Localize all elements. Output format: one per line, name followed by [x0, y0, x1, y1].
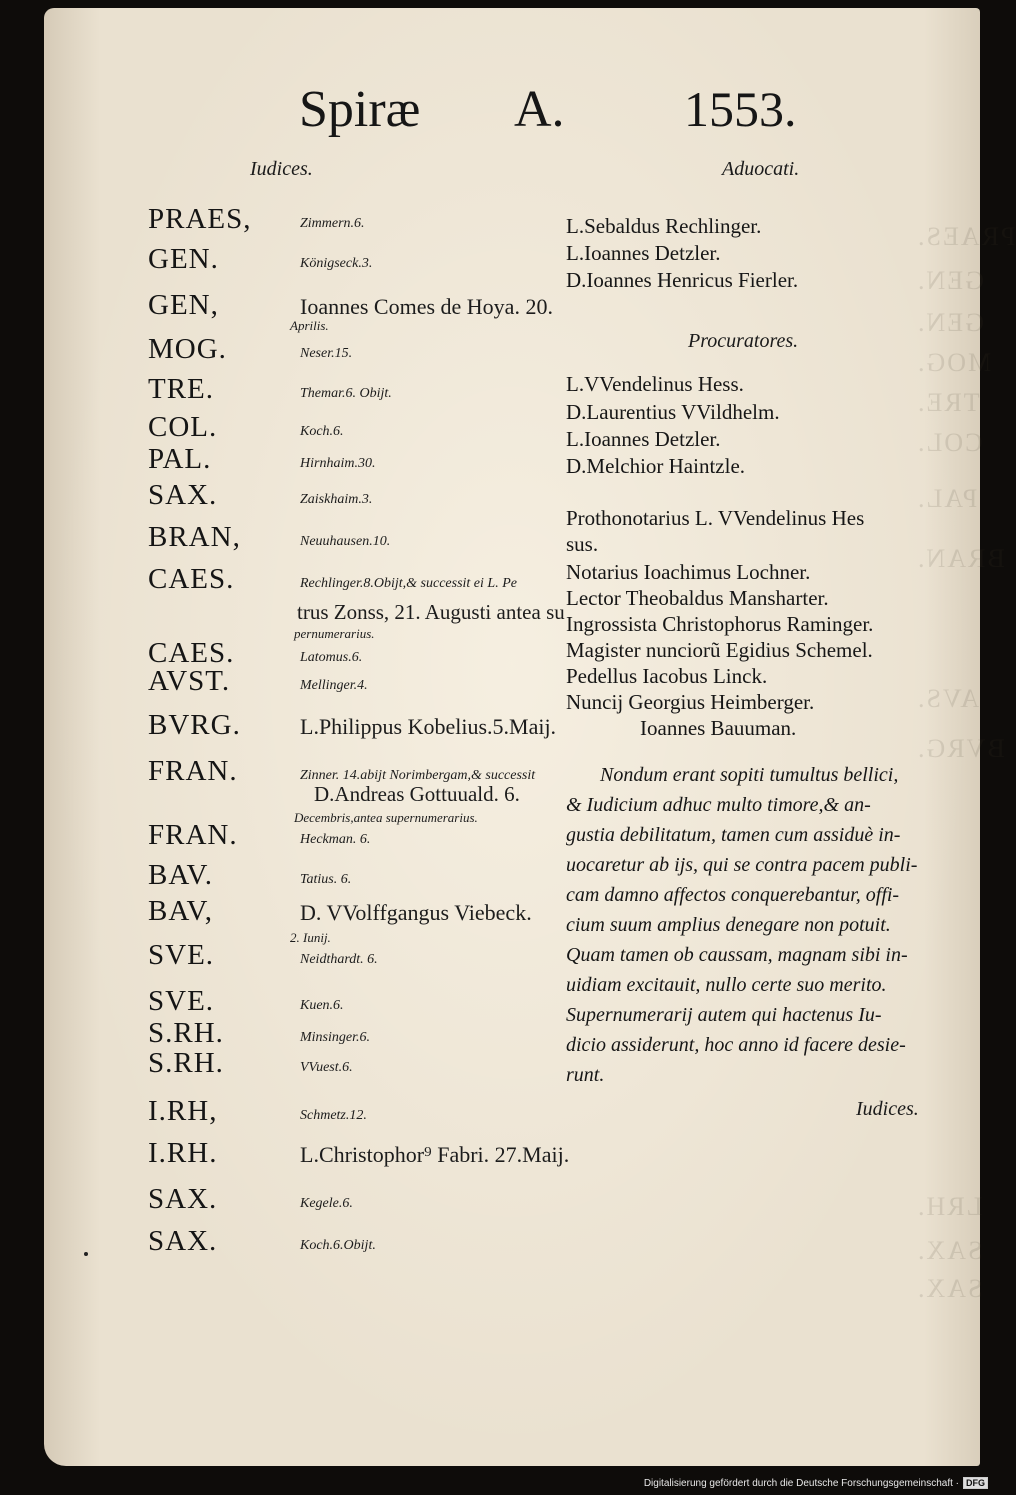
judge-name: Koch.6. — [300, 424, 344, 439]
judge-name: Königseck.3. — [300, 256, 373, 271]
section-title-advocates: Aduocati. — [722, 158, 800, 180]
page-header-year: 1553. — [684, 81, 797, 137]
procurator-entry: L.VVendelinus Hess. — [566, 372, 744, 396]
judge-abbreviation: SVE. — [148, 985, 215, 1017]
judge-abbreviation: TRE. — [148, 373, 215, 405]
judge-name: Schmetz.12. — [300, 1108, 367, 1123]
document-page: PRAES. GEN. GEN. MOG. TRE. COL. PAL. BRAN. AVS. BVRG. LRH. SAX. SAX. Spiræ A. 1553. Iudices. Aduocati. PRAES, Zimmern.6. GEN. Königseck.3. GEN, Ioannes Comes de Hoya. 20. Aprilis. MOG. Neser.15. TRE. Themar.6. Obijt. COL. Koch.6. PAL. Hirnhaim.30. SAX. Zaiskhaim.3. BRAN, Neuuhausen.10. CAES. Rechlinger.8.Obijt,& successit ei L. Pe trus Zonss, 21. Augusti antea su pernumerarius. CAES. Latomus.6. AVST. Mellinger.4. BVRG. L.Philippus Kobelius.5.Maij. FRAN. Zinner. 14.abijt Norimbergam,& successit D.Andreas Gottuuald. 6. Decembris,antea supernumerarius. FRAN. Heckman. 6. BAV. Tatius. 6. BAV, D. VVolffgangus Viebeck. 2. Iunij. SVE. Neidthardt. 6. SVE. Kuen.6. S.RH. Minsinger.6. S.RH. VVuest.6. I.RH, Schmetz.12. I.RH. L.Christophor⁹ Fabri. 27.Maij. SAX. Kegele.6. SAX. Koch.6.Obijt. L.Sebaldus Rechlinger. L.Ioannes Detzler. D.Ioannes Henricus Fierler. Procuratores. L.VVendelinus Hess. D.Laurentius VVildhelm. L.Ioannes Detzler. D.Melchior Haintzle. Prothonotarius L. VVendelinus Hes sus. Notarius Ioachimus Lochner. Lector Theobaldus Mansharter. Ingrossista Christophorus Raminger. Magister nunciorũ Egidius Schemel. Pedellus Iacobus Linck. Nuncij Georgius Heimberger. Ioannes Bauuman. Nondum erant sopiti tumultus bellici, & Iudicium adhuc multo timore,& an- gustia debilitatum, tamen cum assiduè in- uocaretur ab ijs, qui se contra pacem publi- cam damno affectos conquerebantur, offi- cium suum amplius denegare non potuit. Quam tamen ob caussam, magnam sibi in- uidiam excitauit, nullo certe suo merito. Supernumerarij autem qui hactenus Iu- dicio assiderunt, hoc anno id facere desie- runt. Iudices. — [44, 8, 980, 1466]
catchword: Iudices. — [856, 1098, 919, 1120]
official-entry: Nuncij Georgius Heimberger. — [566, 690, 815, 714]
judge-name: Zimmern.6. — [300, 216, 365, 231]
judge-name: Zaiskhaim.3. — [300, 492, 373, 507]
judge-abbreviation: I.RH, — [148, 1095, 218, 1127]
judge-abbreviation: BRAN, — [148, 521, 241, 553]
judge-name: Neser.15. — [300, 346, 353, 361]
paragraph-line: uidiam excitauit, nullo certe suo merito. — [566, 974, 887, 996]
paragraph-line: Quam tamen ob caussam, magnam sibi in- — [566, 944, 908, 966]
judge-name: Latomus.6. — [300, 650, 363, 665]
procurator-entry: L.Ioannes Detzler. — [566, 427, 721, 451]
judge-abbreviation: SAX. — [148, 1183, 218, 1215]
judge-abbreviation: CAES. — [148, 637, 235, 669]
judge-row — [148, 444, 618, 476]
judge-abbreviation: FRAN. — [148, 755, 238, 787]
advocate-entry: L.Ioannes Detzler. — [566, 241, 721, 265]
judge-row — [148, 564, 618, 596]
judge-row — [148, 710, 618, 742]
judge-name: Minsinger.6. — [300, 1030, 370, 1045]
judge-row — [148, 334, 618, 366]
judge-name: Kuen.6. — [300, 998, 344, 1013]
judge-row — [148, 290, 618, 322]
section-title-procurators: Procuratores. — [688, 330, 799, 352]
judge-note: pernumerarius. — [294, 626, 375, 641]
judge-name: Mellinger.4. — [300, 678, 368, 693]
judge-row — [148, 860, 618, 892]
dfg-logo-icon: DFG — [963, 1477, 988, 1489]
official-entry: Notarius Ioachimus Lochner. — [566, 560, 811, 584]
judge-abbreviation: SAX. — [148, 1225, 218, 1257]
footer-credit: Digitalisierung gefördert durch die Deutsche Forschungsgemeinschaft · — [643, 1477, 959, 1489]
judge-name: L.Christophor⁹ Fabri. 27.Maij. — [300, 1142, 570, 1167]
judge-row — [148, 820, 618, 852]
page-header-signature: A. — [514, 81, 565, 138]
digitization-footer — [644, 1477, 988, 1489]
judge-abbreviation: SAX. — [148, 479, 218, 511]
paragraph-line: & Iudicium adhuc multo timore,& an- — [566, 794, 871, 816]
judge-abbreviation: PRAES, — [148, 203, 252, 235]
judge-name: Neuuhausen.10. — [300, 534, 391, 549]
official-entry: Lector Theobaldus Mansharter. — [566, 586, 829, 610]
official-entry: sus. — [566, 532, 599, 556]
judge-name: VVuest.6. — [300, 1060, 353, 1075]
judge-abbreviation: BAV. — [148, 859, 214, 891]
judge-note: trus Zonss, 21. Augusti antea su — [297, 600, 565, 624]
judge-note: Decembris,antea supernumerarius. — [294, 810, 478, 825]
judge-note: 2. Iunij. — [290, 930, 331, 945]
paragraph-line: dicio assiderunt, hoc anno id facere desie- — [566, 1034, 906, 1056]
judge-abbreviation: GEN. — [148, 243, 219, 275]
judge-name: Heckman. 6. — [300, 832, 371, 847]
judge-row — [148, 666, 618, 698]
official-entry: Prothonotarius L. VVendelinus Hes — [566, 506, 865, 530]
official-entry: Magister nunciorũ Egidius Schemel. — [566, 638, 873, 662]
paragraph-line: Nondum erant sopiti tumultus bellici, — [600, 764, 899, 786]
procurator-entry: D.Laurentius VVildhelm. — [566, 400, 780, 424]
judge-row — [148, 1138, 618, 1170]
judge-abbreviation: I.RH. — [148, 1137, 218, 1169]
judge-note: Aprilis. — [290, 318, 329, 333]
judge-abbreviation: GEN, — [148, 289, 219, 321]
judge-row — [148, 412, 618, 444]
judge-abbreviation: SVE. — [148, 939, 215, 971]
judge-name: Themar.6. Obijt. — [300, 386, 392, 401]
judge-row — [148, 244, 618, 276]
advocate-entry: L.Sebaldus Rechlinger. — [566, 214, 762, 238]
judge-abbreviation: S.RH. — [148, 1017, 224, 1049]
judge-name: Rechlinger.8.Obijt,& successit ei L. Pe — [300, 576, 517, 591]
advocate-entry: D.Ioannes Henricus Fierler. — [566, 268, 799, 292]
judge-name: Tatius. 6. — [300, 872, 352, 887]
judge-abbreviation: BAV, — [148, 895, 214, 927]
ink-speck — [84, 1252, 88, 1256]
judge-name: Zinner. 14.abijt Norimbergam,& successit — [300, 768, 536, 783]
paragraph-line: uocaretur ab ijs, qui se contra pacem publi- — [566, 854, 918, 876]
judge-abbreviation: COL. — [148, 411, 218, 443]
official-entry: Ingrossista Christophorus Raminger. — [566, 612, 874, 636]
judge-abbreviation: CAES. — [148, 563, 235, 595]
judge-row — [148, 896, 618, 928]
judge-name: Koch.6.Obijt. — [300, 1238, 376, 1253]
paragraph-line: Supernumerarij autem qui hactenus Iu- — [566, 1004, 882, 1026]
paragraph-line: cam damno affectos conquerebantur, offi- — [566, 884, 900, 906]
judge-abbreviation: MOG. — [148, 333, 227, 365]
judge-row — [148, 480, 618, 512]
official-entry: Pedellus Iacobus Linck. — [566, 664, 768, 688]
judge-name: L.Philippus Kobelius.5.Maij. — [300, 714, 557, 739]
judge-row — [148, 1184, 618, 1216]
judge-abbreviation: BVRG. — [148, 709, 241, 741]
paragraph-line: gustia debilitatum, tamen cum assiduè in- — [566, 824, 901, 846]
judge-row — [148, 522, 618, 554]
judge-name: Hirnhaim.30. — [300, 456, 376, 471]
judge-abbreviation: FRAN. — [148, 819, 238, 851]
judge-name: Neidthardt. 6. — [300, 952, 378, 967]
paragraph-line: cium suum amplius denegare non potuit. — [566, 914, 891, 936]
page-header-city: Spiræ — [299, 81, 421, 138]
judge-row — [148, 1018, 618, 1050]
judge-row — [148, 374, 618, 406]
judge-name: Kegele.6. — [300, 1196, 353, 1211]
judge-abbreviation: S.RH. — [148, 1047, 224, 1079]
judge-row — [148, 1226, 618, 1258]
judge-abbreviation: PAL. — [148, 443, 212, 475]
judge-row — [148, 986, 618, 1018]
judge-note: D.Andreas Gottuuald. 6. — [314, 782, 520, 806]
judge-abbreviation: AVST. — [148, 665, 231, 697]
judge-row — [148, 1048, 618, 1080]
judge-row — [148, 940, 618, 972]
judge-name: Ioannes Comes de Hoya. 20. — [300, 294, 553, 319]
judge-name: D. VVolffgangus Viebeck. — [300, 900, 532, 925]
procurator-entry: D.Melchior Haintzle. — [566, 454, 746, 478]
judge-row — [148, 1096, 618, 1128]
judge-row — [148, 204, 618, 236]
section-title-judges: Iudices. — [250, 158, 313, 180]
paragraph-line: runt. — [566, 1064, 605, 1086]
official-entry: Ioannes Bauuman. — [640, 716, 797, 740]
